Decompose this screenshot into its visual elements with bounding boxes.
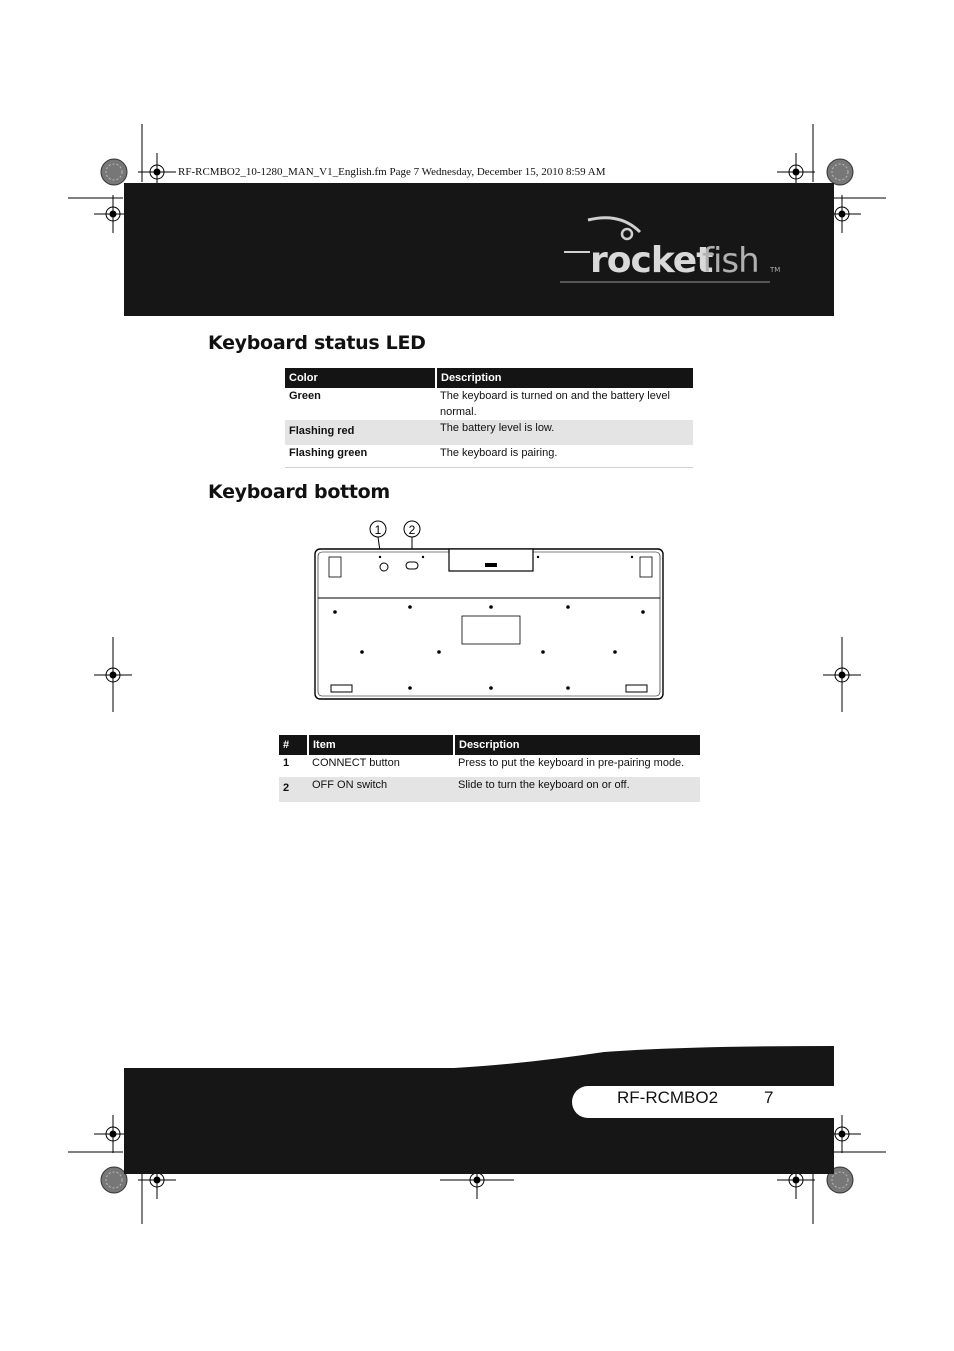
color-wheel-icon xyxy=(827,159,853,185)
table-row xyxy=(285,445,693,468)
table-row xyxy=(285,388,693,420)
col-header-number: # xyxy=(279,735,308,755)
item-name: CONNECT button xyxy=(312,757,400,769)
keyboard-bottom-illustration xyxy=(300,515,670,705)
table-row xyxy=(285,420,693,445)
item-description: Press to put the keyboard in pre-pairing mode. xyxy=(458,757,685,769)
registration-mark-icon xyxy=(94,656,132,694)
led-table xyxy=(285,368,693,468)
table-row xyxy=(279,755,700,777)
led-color: Flashing red xyxy=(285,420,436,445)
item-name: OFF ON switch xyxy=(308,777,454,802)
led-description: The keyboard is turned on and the battery level normal. xyxy=(440,390,670,418)
led-color: Green xyxy=(289,390,321,402)
led-color: Flashing green xyxy=(289,447,368,459)
registration-mark-icon xyxy=(823,656,861,694)
svg-text:2: 2 xyxy=(408,523,416,537)
section-title-bottom: Keyboard bottom xyxy=(208,481,390,503)
color-wheel-icon xyxy=(101,159,127,185)
item-number: 2 xyxy=(279,777,308,802)
led-description: The battery level is low. xyxy=(436,420,693,445)
col-header-item: Item xyxy=(308,735,454,755)
file-slug: RF-RCMBO2_10-1280_MAN_V1_English.fm Page 7 Wednesday, December 15, 2010 8:59 AM xyxy=(178,166,606,178)
col-header-description: Description xyxy=(436,368,693,388)
col-header-color: Color xyxy=(285,368,436,388)
svg-text:1: 1 xyxy=(374,523,382,537)
logo-tm: TM xyxy=(770,266,781,274)
col-header-description: Description xyxy=(454,735,700,755)
table-row xyxy=(279,777,700,802)
item-number: 1 xyxy=(283,757,290,769)
rocketfish-logo xyxy=(560,210,790,290)
led-description: The keyboard is pairing. xyxy=(440,447,558,459)
keyboard-bottom-table xyxy=(279,735,700,802)
item-description: Slide to turn the keyboard on or off. xyxy=(454,777,700,802)
page-number: 7 xyxy=(764,1088,774,1107)
logo-text-fish: fish xyxy=(702,241,759,281)
section-title-led: Keyboard status LED xyxy=(208,332,426,354)
model-number: RF-RCMBO2 xyxy=(617,1088,719,1107)
logo-text-rocket: rocket xyxy=(590,240,713,281)
